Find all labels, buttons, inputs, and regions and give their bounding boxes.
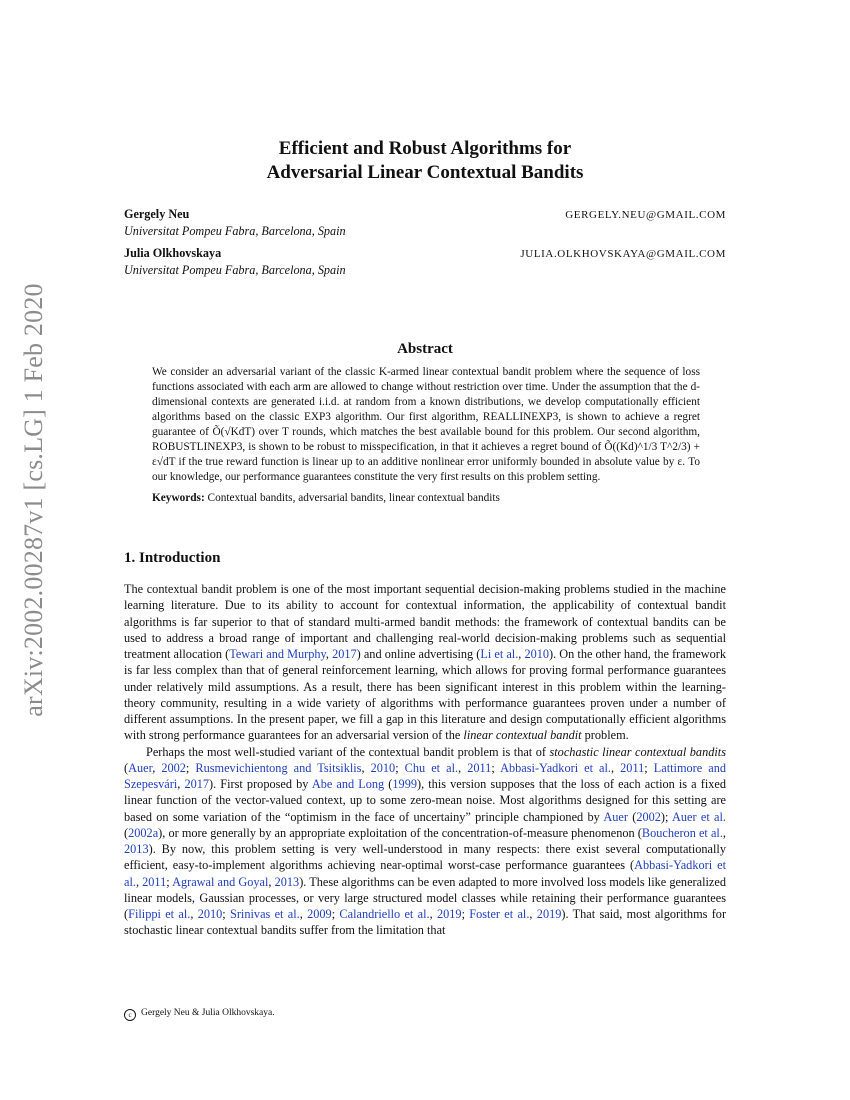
text-run: ; [185,760,196,775]
citation-link[interactable]: 2002a [128,825,159,840]
copyright-icon: c [124,1009,136,1021]
text-run: ; [395,760,405,775]
paragraph-1 [124,581,726,744]
text-run: ( [124,825,129,840]
author-block-2 [124,245,726,279]
author-name: Gergely Neu [124,207,190,221]
text-run: ; [166,874,173,889]
text-run: ). These algorithms can be even adapted to more involved loss models like generalized linear models, Gaussian processes, or very large structured model classes while retaining their performance guarantees ( [124,874,726,921]
citation-link[interactable]: 2010 [197,907,223,921]
title-line-1: Efficient and Robust Algorithms for [278,138,572,159]
text-run: ). By now, this problem setting is very well-understood in many respects: there exist several computationally efficient, easy-to-implement algorithms achieving near-optimal worst-case performance guarantees ( [124,842,726,873]
text-run: ; [222,907,230,921]
citation-link[interactable]: 2017 [332,647,357,661]
footer-copyright [124,1008,275,1021]
keywords-label: Keywords: [152,492,205,504]
section-body [124,581,726,939]
citation-link[interactable]: 2010 [370,760,396,775]
text-run: ); [660,809,673,824]
text-run: ; [331,907,340,921]
text-run: , [177,777,185,791]
citation-link[interactable]: 2011 [620,760,645,775]
text-run: , [152,760,162,775]
citation-link[interactable]: Boucheron et al. [641,825,723,840]
title-line-2: Adversarial Linear Contextual Bandits [266,162,584,183]
text-run: , [429,907,437,921]
text-run: ; [491,760,501,775]
citation-link[interactable]: Lattimore and Szepesvári [124,760,727,791]
citation-link[interactable]: 2013 [124,842,149,856]
arxiv-id: arXiv:2002.00287v1 [cs.LG] 1 Feb 2020 [19,283,48,717]
author-affiliation: Universitat Pompeu Fabra, Barcelona, Spain [124,263,346,277]
abstract [152,365,700,506]
citation-link[interactable]: Tewari and Murphy [229,647,326,661]
citation-link[interactable]: Foster et al. [469,907,530,921]
citation-link[interactable]: 2010 [524,647,550,661]
text-run: ; [644,760,654,775]
text-run: , [458,760,468,775]
emphasis: linear contextual bandit [463,728,582,743]
citation-link[interactable]: Calandriello et al. [339,907,430,921]
text-run: The contextual bandit problem is one of the most important sequential decision-making problems studied in the machine learning literature. Due to its ability to account for contextual information, the applicability of contextual bandit algorithms is far superior to that of standard multi-armed bandit methods: the framework of contextual bandits can be used to address a broad range of important and challenging real-world decision-making problems such as sequential treatment allocation ( [124,582,726,661]
section-heading: 1. Introduction [124,550,221,566]
citation-link[interactable]: 2009 [307,907,332,921]
footer-text: Gergely Neu & Julia Olkhovskaya. [141,1008,275,1018]
citation-link[interactable]: Auer [128,760,153,775]
citation-link[interactable]: Rusmevichientong and Tsitsiklis [195,760,362,775]
author-affiliation: Universitat Pompeu Fabra, Barcelona, Spain [124,224,346,238]
citation-link[interactable]: Abbasi-Yadkori et al. [500,760,612,775]
text-run: ), this version supposes that the loss of each action is a fixed linear function of the vector-valued context, up to some zero-mean noise. Most algorithms designed for this setting are based on some variation of the “optimism in the face of uncertainy” principle championed by [124,777,726,824]
citation-link[interactable]: Abbasi-Yadkori et al. [124,858,726,889]
text-run: , [722,825,726,840]
citation-link[interactable]: Agrawal and Goyal [172,874,269,889]
text-run: ). First proposed by [209,777,312,791]
citation-link[interactable]: 2011 [467,760,492,775]
citation-link[interactable]: 2002 [636,809,661,824]
citation-link[interactable]: Auer et al. [672,809,726,824]
text-run: ( [627,809,637,824]
text-run: ). That said, most algorithms for stochastic linear contextual bandits suffer from the limitation that [124,907,727,938]
text-run: ). On the other hand, the framework is far less complex than that of general reinforcement learning, which allows for proving formal performance guarantees under relatively mild assumptions. As a result, there has been significant interest in this problem within the learning-theory community, resulting in a wide variety of algorithms with performance guarantees proven under a number of different assumptions. In the present paper, we fill a gap in this literature and design computationally efficient algorithms with strong performance guarantees for an adversarial version of the [124,647,726,743]
citation-link[interactable]: 2002 [161,760,186,775]
citation-link[interactable]: 2019 [436,907,462,921]
abstract-heading: Abstract [397,341,453,357]
citation-link[interactable]: Auer [603,809,628,824]
citation-link[interactable]: 2011 [142,874,167,889]
text-run: problem. [581,728,629,743]
author-block-1 [124,206,726,240]
author-email[interactable]: GERGELY.NEU@GMAIL.COM [565,209,726,221]
text-run: ) and online advertising ( [356,647,481,661]
text-run: , [518,647,525,661]
citation-link[interactable]: 1999 [392,777,417,791]
text-run: , [190,907,198,921]
text-run: ( [124,760,129,775]
text-run: , [268,874,275,889]
author-email[interactable]: JULIA.OLKHOVSKAYA@GMAIL.COM [520,248,726,260]
citation-link[interactable]: 2017 [184,777,210,791]
text-run: , [361,760,371,775]
emphasis: stochastic linear contextual bandits [549,744,726,759]
keywords-list: Contextual bandits, adversarial bandits, linear contextual bandits [207,492,500,504]
citation-link[interactable]: Abe and Long [311,777,385,791]
text-run: ), or more generally by an appropriate exploitation of the concentration-of-measure phenomenon ( [158,825,642,840]
citation-link[interactable]: 2013 [274,874,300,889]
keywords [152,491,700,506]
citation-link[interactable]: Li et al. [480,647,519,661]
text-run: , [299,907,308,921]
text-run: Perhaps the most well-studied variant of the contextual bandit problem is that of [146,744,550,759]
citation-link[interactable]: Chu et al. [404,760,459,775]
paper-title [0,137,850,185]
citation-link[interactable]: Filippi et al. [128,907,191,921]
text-run: , [529,907,537,921]
text-run: , [135,874,143,889]
citation-link[interactable]: 2019 [536,907,562,921]
paragraph-2 [124,744,726,939]
abstract-text: We consider an adversarial variant of the classic K-armed linear contextual bandit problem where the sequence of loss functions associated with each arm are allowed to change without restriction over time. Under the assumption that the d-dimensional contexts are generated i.i.d. at random from a known distributions, we develop computationally efficient algorithms based on the classic EXP3 algorithm. Our first algorithm, REALLINEXP3, is shown to achieve a regret guarantee of Õ(√KdT) over T rounds, which matches the best available bound for this problem. Our second algorithm, ROBUSTLINEXP3, is shown to be robust to misspecification, in that it achieves a regret bound of Õ((Kd)^1/3 T^2/3) + ε√dT if the true reward function is linear up to an additive nonlinear error uniformly bounded in absolute value by ε. To our knowledge, our performance guarantees constitute the very first results on this problem setting. [152,366,700,483]
text-run: ; [461,907,470,921]
text-run: ( [384,777,393,791]
citation-link[interactable]: Srinivas et al. [230,907,300,921]
author-name: Julia Olkhovskaya [124,246,222,260]
text-run: , [325,647,333,661]
text-run: , [611,760,621,775]
